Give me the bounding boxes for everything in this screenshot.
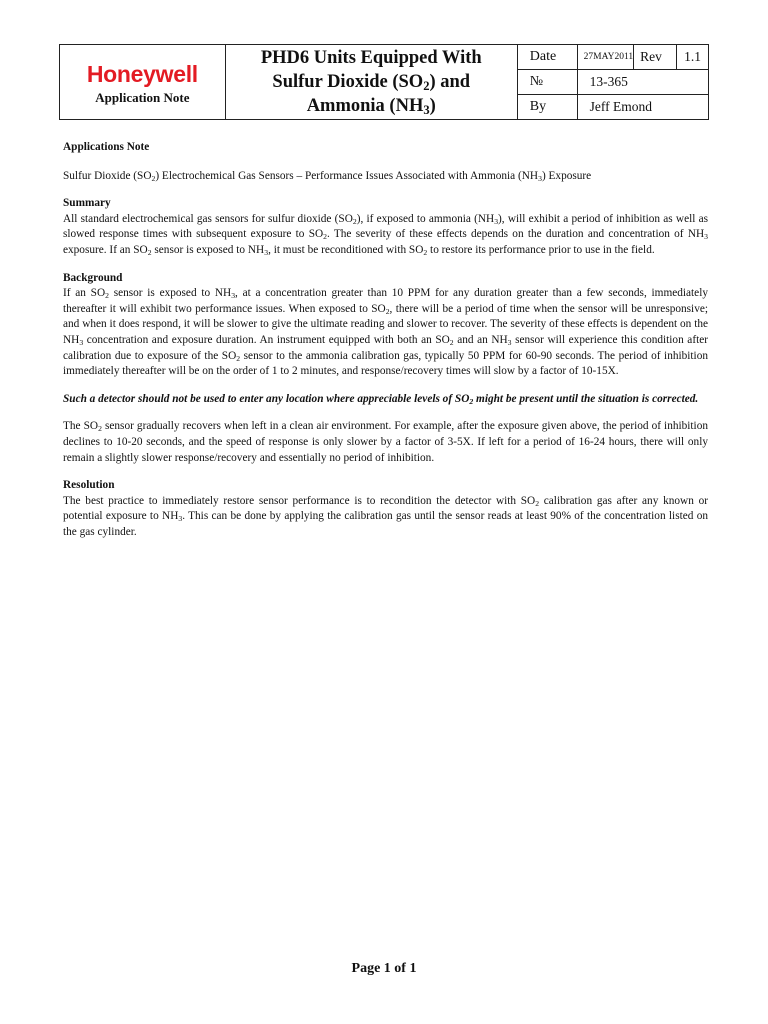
background-paragraph: If an $SO_2$ sensor is exposed to $NH_3$, at a concentration greater than 10 PPM for any duration greater than a few seconds, immediately thereafter it will exhibit two performance issues. When exposed to $SO_2$, there will be a period of time when the sensor will be unresponsive; and when it does respond, it will be slower to give the ultimate reading and slower to recover. The severity of these effects is dependent on the $NH_3$ concentration and exposure duration. An instrument equipped with both an $SO_2$ and an $NH_3$ sensor will experience this condition after calibration due to exposure of the $SO_2$ sensor to the ammonia calibration gas, typically 50 PPM for 60-90 seconds. The period of inhibition immediately thereafter will be on the order of 1 to 2 minutes, and response/recovery times will slow by a factor of 10-15X. [63, 287, 708, 378]
section-heading-background: Background [63, 271, 123, 284]
date-value: 27MAY2011 [577, 45, 633, 70]
number-label: № [517, 69, 577, 94]
doc-type-label: Application Note [95, 90, 190, 105]
document-subtitle: Sulfur Dioxide $(SO_2)$ Electrochemical Gas Sensors – Performance Issues Associated with Ammonia $(NH_3)$ Exposure [63, 169, 592, 183]
summary-paragraph: All standard electrochemical gas sensors for sulfur dioxide $(SO_2)$, if exposed to ammonia $(NH_3)$, will exhibit a period of inhibition as well as slowed response times with subsequent exposure to $SO_2$. The severity of these effects depends on the duration and concentration of $NH_3$ exposure. If an $SO_2$ sensor is exposed to $NH_3$, it must be reconditioned with $SO_2$ to restore its performance prior to use in the field. [63, 212, 708, 257]
number-value: 13-365 [577, 69, 708, 94]
document-title: PHD6 Units Equipped With Sulfur Dioxide $(SO_2)$ and Ammonia $(NH_3)$ [225, 45, 517, 120]
by-label: By [517, 94, 577, 119]
section-heading-resolution: Resolution [63, 479, 115, 492]
author-value: Jeff Emond [577, 94, 708, 119]
document-header [59, 44, 709, 120]
logo-cell [60, 45, 226, 120]
section-heading-summary: Summary [63, 197, 111, 210]
section-heading-applications-note: Applications Note [63, 141, 150, 153]
page-number: Page 1 of 1 [351, 961, 417, 976]
document-body [63, 140, 708, 550]
date-label: Date [517, 45, 577, 70]
warning-paragraph: Such a detector should not be used to enter any location where appreciable levels of $SO_2$ might be present until the situation is corrected. [63, 392, 699, 406]
rev-value: 1.1 [677, 45, 709, 70]
honeywell-logo: Honeywell [86, 61, 198, 87]
resolution-paragraph: The best practice to immediately restore sensor performance is to recondition the detector with $SO_2$ calibration gas after any known or potential exposure to $NH_3$. This can be done by applying the calibration gas until the sensor reads at least 90% of the concentration listed on the gas cylinder. [63, 494, 708, 538]
recovery-paragraph: The $SO_2$ sensor gradually recovers when left in a clean air environment. For example, after the exposure given above, the period of inhibition declines to 10-20 seconds, and the speed of response is only slower by a factor of 3-5X. If left for a period of 16-24 hours, there will only remain a slightly slower response/recovery and essentially no period of inhibition. [63, 420, 708, 464]
rev-label: Rev [634, 45, 677, 70]
